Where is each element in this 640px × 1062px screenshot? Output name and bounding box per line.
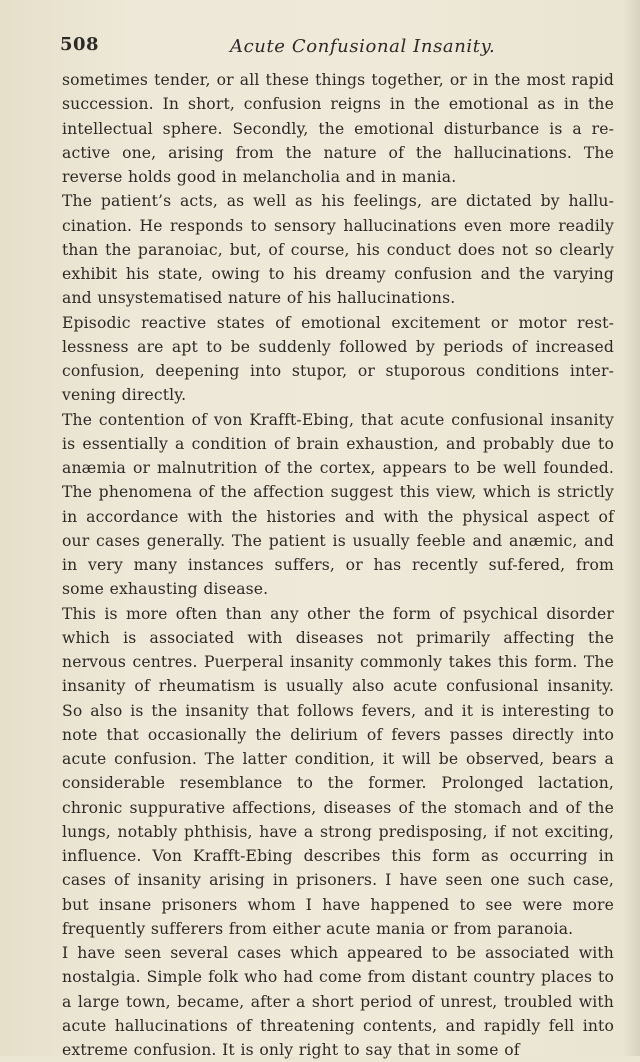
paragraph: Episodic reactive states of emotional excitement or motor rest-lessness are apt to be suddenly followed by periods of increased confusion, deepening into stupor, or stuporous conditions inter-vening directly.	[62, 313, 614, 405]
page-number: 508	[60, 34, 100, 55]
paragraph-continuation: sometimes tender, or all these things together, or in the most rapid succession. In short, confusion reigns in the emotional as in the intellectual sphere. Secondly, the emotional disturbance is a re-active one, arising from the nature of the hallucinations. The reverse holds good in melancholia and in mania.	[62, 71, 614, 186]
paragraph: I have seen several cases which appeared to be associated with nostalgia. Simple folk who had come from distant country places to a large town, became, after a short period of unrest, troubled with acute hallucinations of threatening contents, and rapidly fell into extreme confusion. It is only right to say that in some of	[62, 944, 614, 1059]
body-text	[62, 68, 614, 1062]
page-header	[62, 32, 612, 66]
running-head: Acute Confusional Insanity.	[230, 36, 496, 57]
paragraph: The contention of von Krafft-Ebing, that acute confusional insanity is essentially a condition of brain exhaustion, and probably due to anæmia or malnutrition of the cortex, appears to be well founded. The phenomena of the affection suggest this view, which is strictly in accordance with the histories and with the physical aspect of our cases generally. The patient is usually feeble and anæmic, and in very many instances suffers, or has recently suf-fered, from some exhausting disease.	[62, 410, 614, 599]
paragraph: The patient’s acts, as well as his feelings, are dictated by hallu-cination. He responds to sensory hallucinations even more readily than the paranoiac, but, of course, his conduct does not so clearly exhibit his state, owing to his dreamy confusion and the varying and unsystematised nature of his hallucinations.	[62, 192, 614, 308]
paragraph: This is more often than any other the form of psychical disorder which is associated with diseases not primarily affecting the nervous centres. Puerperal insanity commonly takes this form. The insanity of rheumatism is usually also acute confusional insanity. So also is the insanity that follows fevers, and it is interesting to note that occasionally the delirium of fevers passes directly into acute confusion. The latter condition, it will be observed, bears a considerable resemblance to the former. Prolonged lactation, chronic suppurative affections, diseases of the stomach and of the lungs, notably phthisis, have a strong predisposing, if not exciting, influence. Von Krafft-Ebing describes this form as occurring in cases of insanity arising in prisoners. I have seen one such case, but insane prisoners whom I have happened to see were more frequently sufferers from either acute mania or from paranoia.	[62, 604, 614, 938]
page-edge-shadow	[624, 0, 640, 1056]
